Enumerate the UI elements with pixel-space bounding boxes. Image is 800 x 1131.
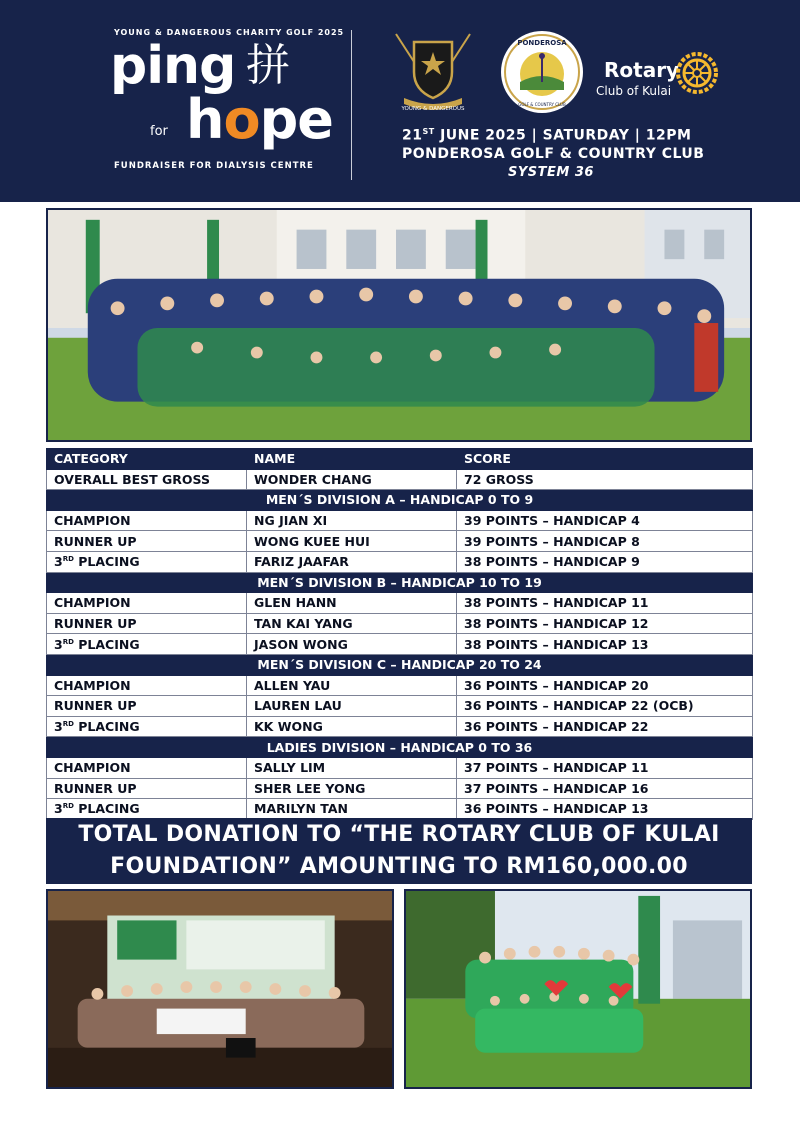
table-cell-category: CHAMPION — [47, 675, 247, 696]
svg-text:YOUNG & DANGEROUS: YOUNG & DANGEROUS — [401, 106, 465, 112]
table-cell-category: RUNNER UP — [47, 531, 247, 552]
table-cell-category: 3RD PLACING — [47, 799, 247, 820]
event-venue: PONDEROSA GOLF & COUNTRY CLUB — [402, 146, 705, 162]
table-row — [47, 675, 753, 696]
table-row — [47, 716, 753, 737]
table-cell-name: WONG KUEE HUI — [247, 531, 457, 552]
table-cell-name: FARIZ JAAFAR — [247, 551, 457, 572]
table-cell-name: KK WONG — [247, 716, 457, 737]
table-row — [47, 510, 753, 531]
table-cell-score: 36 POINTS – HANDICAP 22 — [457, 716, 753, 737]
table-cell-score: 36 POINTS – HANDICAP 20 — [457, 675, 753, 696]
rotary-club-name: Club of Kulai — [596, 84, 672, 98]
ponderosa-club-logo — [500, 30, 584, 114]
division-header-b — [47, 572, 753, 593]
table-cell-name: NG JIAN XI — [247, 510, 457, 531]
table-cell-category: 3RD PLACING — [47, 551, 247, 572]
table-cell-category: RUNNER UP — [47, 696, 247, 717]
table-cell-name: GLEN HANN — [247, 593, 457, 614]
table-cell-category: CHAMPION — [47, 593, 247, 614]
cheque-presentation-photo — [46, 889, 394, 1089]
table-cell-name: LAUREN LAU — [247, 696, 457, 717]
donation-line-1: TOTAL DONATION TO “THE ROTARY CLUB OF KULAI — [78, 822, 720, 847]
header-divider — [351, 30, 352, 180]
table-cell-name: WONDER CHANG — [247, 469, 457, 490]
division-header-c — [47, 654, 753, 675]
event-date: 21ST JUNE 2025 | SATURDAY | 12PM — [402, 127, 692, 144]
table-cell-name: ALLEN YAU — [247, 675, 457, 696]
division-title: MEN´S DIVISION A – HANDICAP 0 TO 9 — [47, 490, 753, 511]
logo-for: for — [150, 124, 168, 139]
column-header-name: NAME — [247, 449, 457, 470]
table-cell-score: 38 POINTS – HANDICAP 13 — [457, 634, 753, 655]
table-row — [47, 799, 753, 820]
column-header-score: SCORE — [457, 449, 753, 470]
table-cell-category: OVERALL BEST GROSS — [47, 469, 247, 490]
table-row — [47, 551, 753, 572]
logo-ping: ping — [110, 36, 236, 96]
division-title: LADIES DIVISION – HANDICAP 0 TO 36 — [47, 737, 753, 758]
overall-best-row — [47, 469, 753, 490]
table-cell-category: CHAMPION — [47, 510, 247, 531]
event-title: YOUNG & DANGEROUS CHARITY GOLF 2025 — [114, 28, 345, 37]
table-cell-name: SALLY LIM — [247, 757, 457, 778]
header-banner — [0, 0, 800, 202]
table-cell-category: RUNNER UP — [47, 778, 247, 799]
table-cell-category: CHAMPION — [47, 757, 247, 778]
division-title: MEN´S DIVISION B – HANDICAP 10 TO 19 — [47, 572, 753, 593]
donation-line-2: FOUNDATION” AMOUNTING TO RM160,000.00 — [110, 854, 688, 879]
young-dangerous-shield-logo — [388, 28, 478, 114]
table-header-row — [47, 449, 753, 470]
table-row — [47, 593, 753, 614]
table-cell-category: RUNNER UP — [47, 613, 247, 634]
rotary-wheel-icon — [676, 52, 718, 94]
kids-team-photo — [404, 889, 752, 1089]
table-row — [47, 757, 753, 778]
table-cell-score: 38 POINTS – HANDICAP 9 — [457, 551, 753, 572]
division-title: MEN´S DIVISION C – HANDICAP 20 TO 24 — [47, 654, 753, 675]
table-row — [47, 634, 753, 655]
table-cell-score: 36 POINTS – HANDICAP 22 (OCB) — [457, 696, 753, 717]
table-row — [47, 696, 753, 717]
table-cell-name: MARILYN TAN — [247, 799, 457, 820]
table-cell-score: 36 POINTS – HANDICAP 13 — [457, 799, 753, 820]
table-cell-category: 3RD PLACING — [47, 634, 247, 655]
fundraiser-subtitle: FUNDRAISER FOR DIALYSIS CENTRE — [114, 161, 314, 171]
table-cell-name: JASON WONG — [247, 634, 457, 655]
table-cell-category: 3RD PLACING — [47, 716, 247, 737]
table-cell-score: 37 POINTS – HANDICAP 16 — [457, 778, 753, 799]
table-row — [47, 778, 753, 799]
results-table — [46, 448, 753, 820]
svg-text:PONDEROSA: PONDEROSA — [517, 39, 567, 47]
table-row — [47, 613, 753, 634]
table-row — [47, 531, 753, 552]
rotary-wordmark: Rotary — [604, 58, 680, 82]
table-cell-score: 37 POINTS – HANDICAP 11 — [457, 757, 753, 778]
division-header-a — [47, 490, 753, 511]
table-cell-name: SHER LEE YONG — [247, 778, 457, 799]
table-cell-score: 39 POINTS – HANDICAP 4 — [457, 510, 753, 531]
table-cell-name: TAN KAI YANG — [247, 613, 457, 634]
svg-text:GOLF & COUNTRY CLUB: GOLF & COUNTRY CLUB — [518, 102, 566, 107]
table-cell-score: 38 POINTS – HANDICAP 11 — [457, 593, 753, 614]
table-cell-score: 38 POINTS – HANDICAP 12 — [457, 613, 753, 634]
logo-hope: hope — [186, 88, 333, 151]
donation-banner — [46, 818, 752, 884]
kidney-accent-letter: o — [223, 88, 260, 151]
table-cell-score: 39 POINTS – HANDICAP 8 — [457, 531, 753, 552]
group-photo — [46, 208, 752, 442]
logo-chinese-char: 拼 — [246, 40, 290, 91]
event-system: SYSTEM 36 — [508, 165, 594, 180]
column-header-category: CATEGORY — [47, 449, 247, 470]
table-cell-score: 72 GROSS — [457, 469, 753, 490]
division-header-ladies — [47, 737, 753, 758]
